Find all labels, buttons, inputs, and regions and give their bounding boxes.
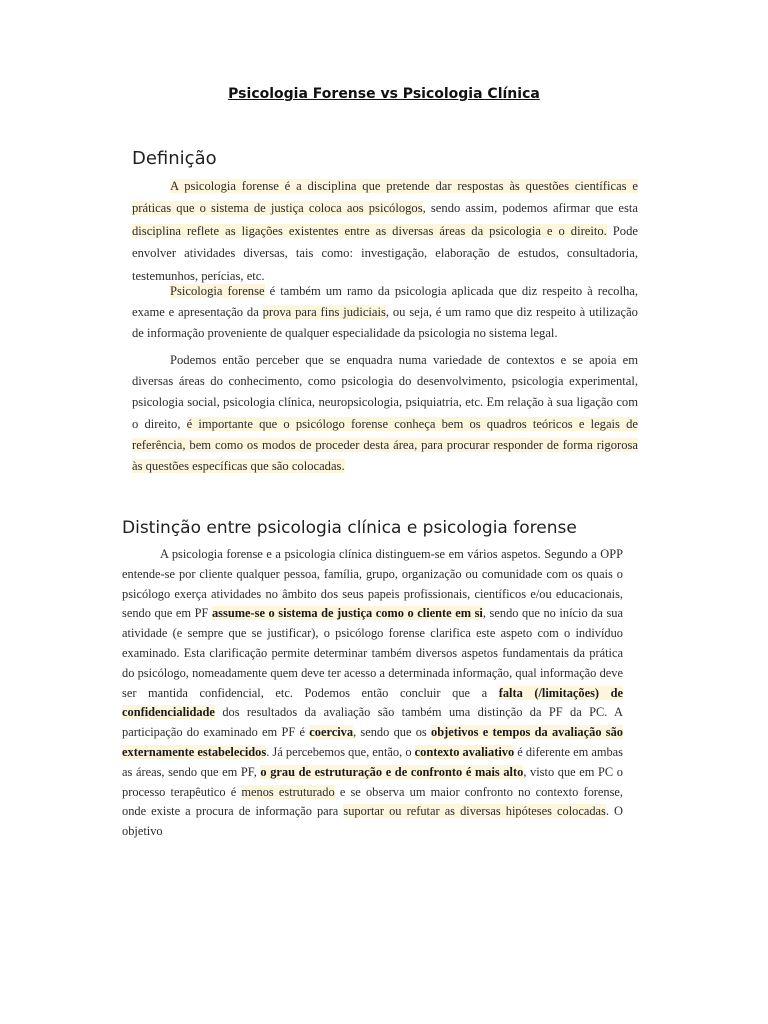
text-run: é também um ramo da psicologia aplicada que diz respeito à recolha, exame e apresentação da (132, 284, 638, 319)
highlighted-text: disciplina reflete as ligações existentes entre as diversas áreas da psicologia e o direito. (132, 223, 607, 238)
highlighted-text: A psicologia forense é a disciplina que pretende dar respostas às questões científicas e práticas que o sistema de justiça coloca aos psicólogos (132, 179, 638, 216)
highlighted-text: coerciva (309, 725, 354, 740)
text-run: Pode envolver atividades diversas, tais como: investigação, elaboração de estudos, consultadoria, testemunhos, perícias, etc. (132, 223, 638, 283)
paragraph-definicao-3 (132, 350, 638, 477)
paragraph-definicao-1 (132, 175, 638, 287)
section-heading-definicao: Definição (132, 148, 217, 169)
highlighted-text: Psicologia forense (170, 284, 265, 298)
highlighted-text: menos estruturado (241, 784, 335, 799)
text-run: , sendo que no início da sua atividade (e sempre que se justificar), o psicólogo forense clarifica este aspeto com o indivíduo examinado. Esta clarificação permite determinar também diversos aspetos fundamentais da prática do psicólogo, nomeadamente quem deve ter acesso a determinada informação, qual informação deve ser mantida confidencial, etc. Podemos então concluir que a (122, 606, 623, 700)
paragraph-definicao-2 (132, 281, 638, 344)
text-run: , sendo assim, podemos afirmar que esta (422, 201, 638, 216)
text-run: Podemos então perceber que se enquadra numa variedade de contextos e se apoia em diversas áreas do conhecimento, como psicologia do desenvolvimento, psicologia experimental, psicologia social, psicologia clínica, neuropsicologia, psiquiatria, etc. Em relação à sua ligação com o direito, (132, 353, 638, 431)
text-run: A psicologia forense e a psicologia clínica distinguem-se em vários aspetos. Segundo a OPP entende-se por cliente qualquer pessoa, família, grupo, organização ou comunidade com os quais o psicólogo exerça atividades no âmbito dos seus papeis profissionais, científicos e/ou educacionais, sendo que em PF (122, 547, 623, 621)
highlighted-text: contexto avaliativo (414, 744, 515, 759)
text-run: e se observa um maior confronto no contexto forense, onde existe a procura de informação para (122, 784, 624, 819)
highlighted-text: o grau de estruturação e de confronto é mais alto (260, 764, 524, 779)
text-run: , ou seja, é um ramo que diz respeito à utilização de informação proveniente de qualquer especialidade da psicologia no sistema legal. (132, 305, 638, 340)
text-run: . O objetivo (122, 804, 623, 839)
highlighted-text: falta (/limitações) de confidencialidade (122, 685, 623, 720)
text-run: . Já percebemos que, então, o (266, 744, 415, 759)
highlighted-text: prova para fins judiciais (262, 305, 386, 319)
highlighted-text: suportar ou refutar as diversas hipóteses colocadas (343, 804, 606, 819)
highlighted-text: assume-se o sistema de justiça como o cliente em si (211, 606, 483, 621)
text-run: é diferente em ambas as áreas, sendo que em PF, (122, 744, 623, 779)
section-heading-distincao: Distinção entre psicologia clínica e psicologia forense (122, 518, 577, 538)
paragraph-distincao-1 (122, 545, 623, 842)
highlighted-text: é importante que o psicólogo forense conheça bem os quadros teóricos e legais de referência, bem como os modos de proceder desta área, para procurar responder de forma rigorosa às questões específicas que são colocadas. (132, 416, 638, 474)
highlighted-text: objetivos e tempos da avaliação são externamente estabelecidos (122, 725, 623, 759)
document-title: Psicologia Forense vs Psicologia Clínica (228, 86, 540, 102)
text-run: dos resultados da avaliação são também uma distinção da PF da PC. A participação do examinado em PF é (122, 705, 623, 740)
text-run: , visto que em PC o processo terapêutico é (122, 764, 623, 799)
text-run: , sendo que os (353, 725, 431, 740)
